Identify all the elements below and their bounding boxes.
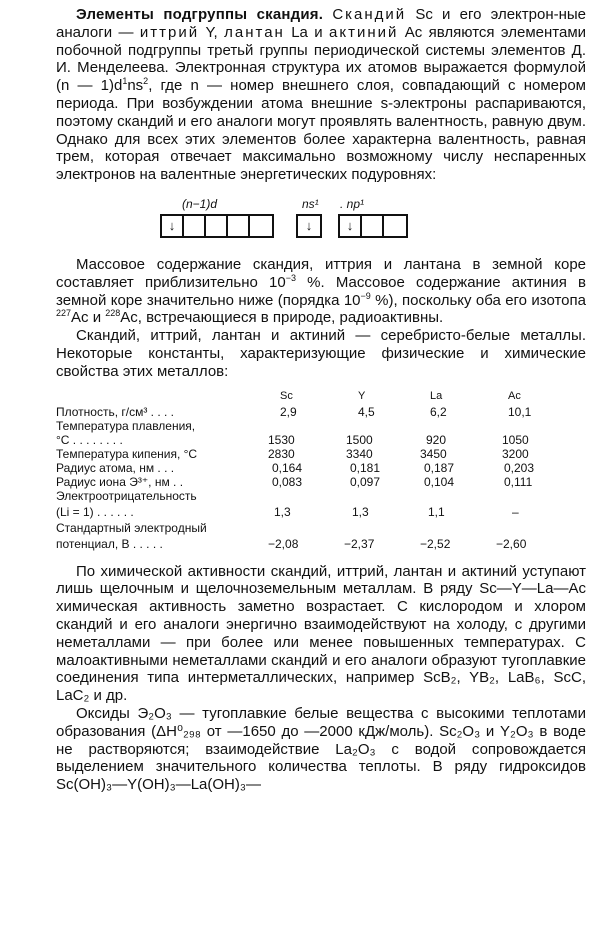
table-row	[56, 503, 586, 521]
row-label: Стандартный электродный	[56, 520, 207, 535]
cell-value: 3200	[502, 446, 529, 461]
text-segment: , где n — номер внешнего слоя, совпадающий с номером периода. При возбуждении атома внешние s-электроны распариваются, поэтому скандий и его аналоги могут проявлять валентность, равную двум. Однако для всех этих элементов более характерна валентность, равная трем, которая отвечает максимально возможному числу неспаренных электронов на валентные энергетических подуровнях:	[56, 77, 586, 184]
table-row	[56, 461, 586, 475]
text-segment: Ac и	[71, 309, 106, 327]
orbital-cell	[206, 216, 228, 236]
column-header: Sc	[280, 389, 293, 402]
cell-value: 0,083	[272, 474, 303, 489]
orbital-cell	[250, 216, 272, 236]
document-page	[56, 6, 586, 794]
row-label: Температура кипения, °С	[56, 446, 198, 461]
cell-value: 0,203	[504, 460, 535, 475]
table-row	[56, 419, 586, 433]
text-segment: %. Массовое содержание актиния в земной коре значительно ниже (порядка 10	[56, 273, 586, 309]
orbital-cell-arrow: ↓	[305, 217, 313, 233]
cell-value: 0,181	[350, 460, 381, 475]
orbital-group-d	[160, 214, 274, 238]
cell-value: −2,08	[268, 536, 299, 551]
text-segment: Ac, встречающиеся в природе, радиоактивны.	[120, 309, 444, 327]
orbital-cell	[184, 216, 206, 236]
cell-value: 1,1	[428, 504, 445, 519]
cell-value: 1,3	[274, 504, 291, 519]
term-scandium: Скандий	[332, 6, 407, 23]
orbital-label-d: (n−1)d	[182, 196, 218, 211]
term-yttrium: иттрий	[139, 23, 200, 41]
cell-value: 6,2	[430, 404, 447, 419]
table-header-row	[56, 389, 586, 403]
row-label: °С . . . . . . . .	[56, 432, 123, 447]
term-lanthanum: лантан	[224, 23, 285, 41]
cell-value: 2830	[268, 446, 295, 461]
table-row	[56, 535, 586, 553]
cell-value: 0,187	[424, 460, 455, 475]
table-row	[56, 447, 586, 461]
row-label: Температура плавления,	[56, 418, 196, 433]
cell-value: 1050	[502, 432, 529, 447]
column-header: Y	[358, 389, 366, 402]
row-label: Радиус иона Э³⁺, нм . .	[56, 474, 184, 489]
text-segment: ns	[127, 77, 144, 95]
cell-value: 0,097	[350, 474, 381, 489]
text-segment: La и	[284, 23, 323, 41]
cell-value: 0,104	[424, 474, 455, 489]
text-segment: Sc и его электрон-ные аналоги —	[56, 6, 587, 41]
cell-value: −2,52	[420, 536, 451, 551]
superscript: −9	[360, 290, 371, 301]
table-row	[56, 405, 586, 419]
cell-value: −2,37	[344, 536, 375, 551]
orbital-cell	[384, 216, 406, 236]
cell-value: 1500	[346, 432, 373, 447]
table-row	[56, 433, 586, 447]
section-heading: Элементы подгруппы скандия.	[76, 6, 324, 23]
superscript: 2	[143, 76, 149, 87]
paragraph-intro	[56, 6, 586, 184]
cell-value: 2,9	[280, 404, 297, 419]
superscript: 228	[105, 308, 121, 319]
table-header-spacer	[56, 389, 268, 403]
cell-value: –	[512, 504, 519, 519]
paragraph-reactivity: По химической активности скандий, иттрий, лантан и актиний уступают лишь щелочным и щелочноземельным металлам. В ряду Sc—Y—La—Ac химическая активность заметно возрастает. С кислородом и хлором скандий и его аналоги энергично взаимодействуют на холоду, с другими неметаллами — при более или менее повышенных температурах. С малоактивными неметаллами скандий и его аналоги образуют тугоплавкие соединения типа интерметаллических, например ScB₂, YB₂, LaB₆, ScC, LaC₂ и др.	[56, 562, 586, 705]
table-row	[56, 521, 586, 535]
text-segment: Массовое содержание скандия, иттрия и лантана в земной коре составляет приблизительно 10	[56, 255, 586, 291]
row-label: (Li = 1) . . . . . .	[56, 504, 134, 519]
cell-value: 4,5	[358, 404, 375, 419]
cell-value: 3340	[346, 446, 373, 461]
column-header: La	[430, 389, 443, 402]
text-segment: Y,	[199, 23, 218, 41]
orbital-cell-arrow: ↓	[162, 216, 184, 236]
cell-value: 920	[426, 432, 447, 447]
superscript: −3	[285, 272, 296, 283]
orbital-cell	[362, 216, 384, 236]
row-label: Электроотрицательность	[56, 488, 197, 503]
cell-value: 1,3	[352, 504, 369, 519]
cell-value: 1530	[268, 432, 295, 447]
properties-table	[56, 389, 586, 553]
table-row	[56, 489, 586, 503]
table-row	[56, 475, 586, 489]
text-segment: Ac являются элементами побочной подгруппы третьй группы периодической системы элементов Д. И. Менделеева. Электронная структура их атомов выражается формулой (n — 1)d	[56, 23, 587, 95]
paragraph-oxides: Оксиды Э₂O₃ — тугоплавкие белые вещества с высокими теплотами образования (ΔH⁰₂₉₈ от —1650 до —2000 кДж/моль). Sc₂O₃ и Y₂O₃ в воде не растворяются; взаимодействие La₂O₃ с водой сопровождается выделением значительного количества теплоты. В ряду гидроксидов Sc(OH)₃—Y(OH)₃—La(OH)₃—	[56, 704, 586, 794]
cell-value: 0,111	[504, 474, 533, 489]
paragraph-properties-intro: Скандий, иттрий, лантан и актиний — серебристо-белые металлы. Некоторые константы, характеризующие физические и химические свойства этих металлов:	[56, 327, 586, 380]
cell-value: 10,1	[508, 404, 532, 419]
row-label: Радиус атома, нм . . .	[56, 460, 175, 475]
column-header: Ac	[508, 389, 521, 402]
orbital-group-s	[296, 214, 322, 238]
term-actinium: актиний	[329, 23, 399, 41]
orbital-group-p	[338, 214, 408, 238]
text-segment: %), поскольку оба его изотопа	[370, 291, 586, 309]
superscript: 227	[56, 308, 72, 319]
cell-value: 0,164	[272, 460, 303, 475]
orbital-cell-arrow: ↓	[340, 216, 362, 236]
row-label: потенциал, В . . . . .	[56, 536, 163, 551]
row-label: Плотность, г/см³ . . . .	[56, 404, 175, 419]
orbital-label-p: . np¹	[340, 196, 365, 211]
cell-value: −2,60	[496, 536, 527, 551]
cell-value: 3450	[420, 446, 447, 461]
orbital-cell	[228, 216, 250, 236]
orbital-diagram	[56, 190, 586, 250]
superscript: 1	[122, 76, 128, 87]
orbital-label-s: ns¹	[302, 196, 319, 211]
paragraph-abundance	[56, 256, 586, 327]
